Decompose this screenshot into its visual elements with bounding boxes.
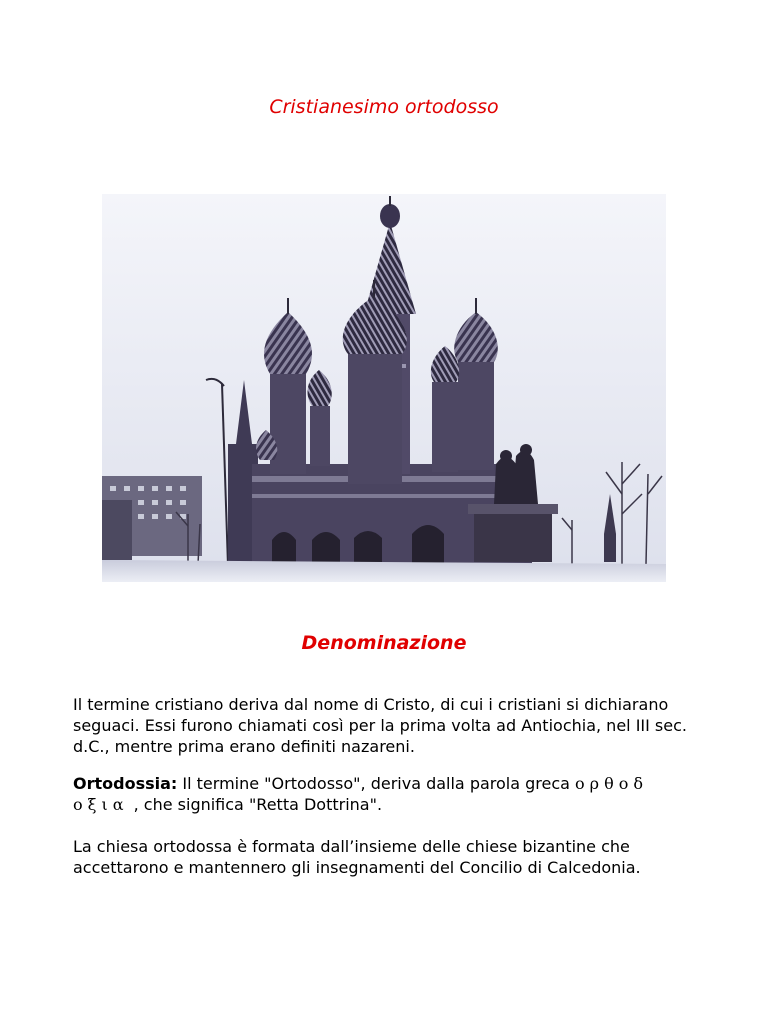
paragraph-denomination: Il termine cristiano deriva dal nome di Cristo, di cui i cristiani si dichiarano seguaci. Essi furono chiamati così per la prima volta ad Antiochia, nel III sec. d.C., mentre prima erano definiti nazareni.: [73, 695, 687, 756]
paragraph-orthodoxy: [73, 773, 713, 815]
orthodoxy-text-after: , che significa "Retta Dottrina".: [128, 795, 383, 814]
orthodoxy-lead-label: Ortodossia:: [73, 774, 178, 793]
document-title: Cristianesimo ortodosso: [269, 96, 499, 118]
section-heading: Denominazione: [301, 632, 467, 654]
orthodoxy-text-before: Il termine "Ortodosso", deriva dalla parola greca: [177, 774, 576, 793]
paragraph-church-composition: La chiesa ortodossa è formata dall’insieme delle chiese bizantine che accettarono e mantennero gli insegnamenti del Concilio di Calcedonia.: [73, 837, 641, 877]
greek-word-part-2: οξια: [73, 795, 129, 814]
cathedral-photo: [102, 194, 666, 582]
greek-word-part-1: ορθοδ: [575, 774, 648, 793]
